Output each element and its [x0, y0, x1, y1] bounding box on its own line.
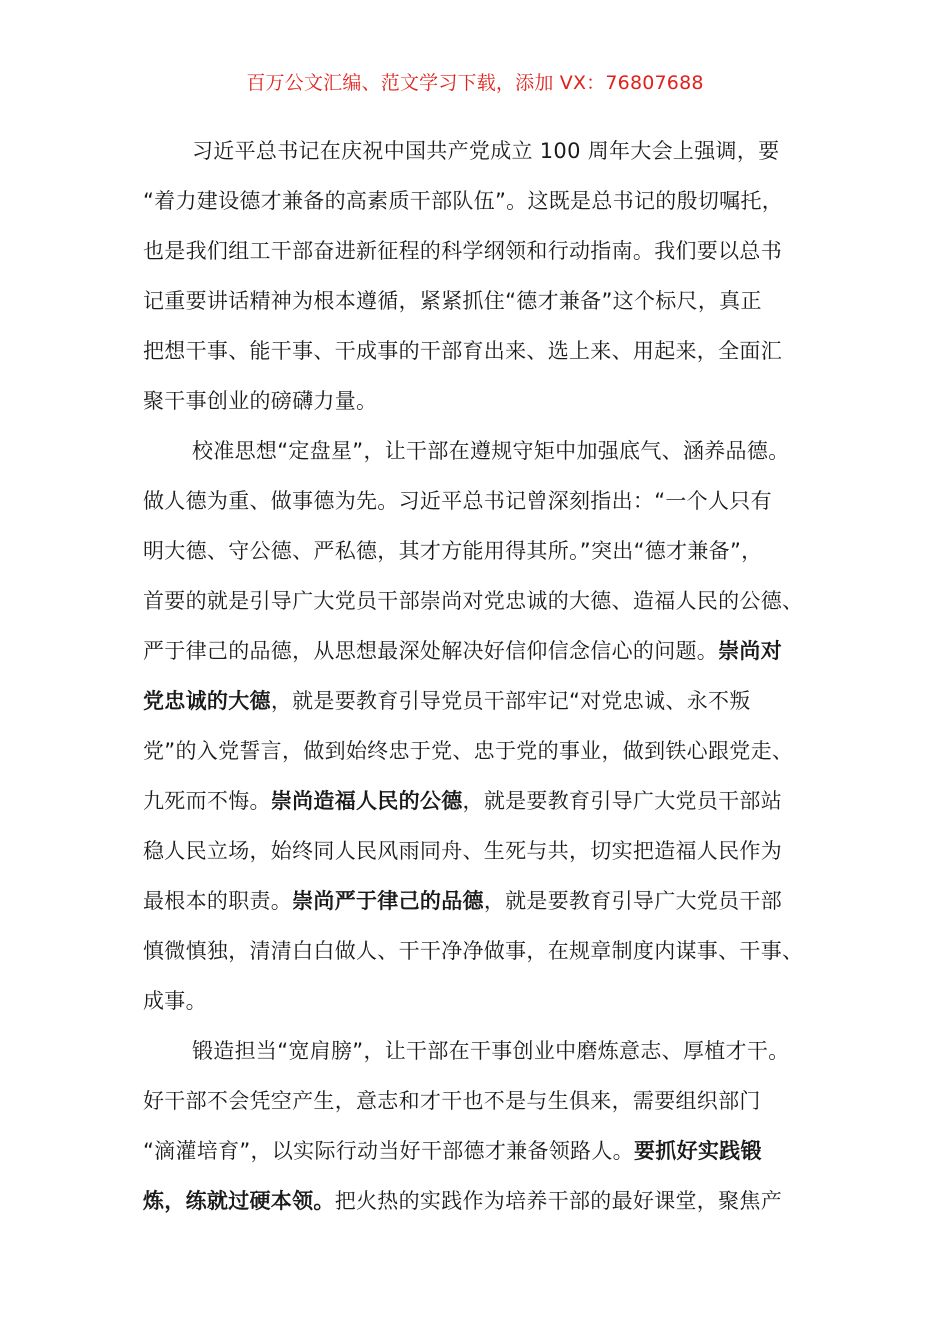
paragraph-2-line — [143, 883, 811, 933]
bold-text-run: 要抓好实践锻 — [633, 1139, 762, 1163]
text-run: ，就是要教育引导广大党员干部 — [483, 889, 783, 913]
paragraph-2-line — [143, 783, 811, 833]
paragraph-3-line: 好干部不会凭空产生，意志和才干也不是与生俱来，需要组织部门 — [143, 1089, 761, 1113]
paragraph-3-line: 锻造担当“宽肩膀”，让干部在干事创业中磨炼意志、厚植才干。 — [192, 1039, 790, 1063]
paragraph-1-line: 把想干事、能干事、干成事的干部育出来、选上来、用起来，全面汇 — [143, 339, 782, 363]
paragraph-1-line: 聚干事创业的磅礴力量。 — [143, 389, 378, 413]
text-run: 九死而不悔。 — [143, 789, 271, 813]
paragraph-2-line: 做人德为重、做事德为先。习近平总书记曾深刻指出：“一个人只有 — [143, 489, 772, 513]
paragraph-2-line: 成事。 — [143, 989, 207, 1013]
bold-text-run: 崇尚对 — [718, 639, 783, 663]
bold-text-run: 崇尚严于律己的品德 — [292, 889, 484, 913]
text-run: 最根本的职责。 — [143, 889, 293, 913]
bold-text-run: 党忠诚的大德 — [143, 689, 271, 713]
paragraph-2-line: 慎微慎独，清清白白做人、干干净净做事，在规章制度内谋事、干事、 — [143, 939, 804, 963]
text-run: 把火热的实践作为培养干部的最好课堂，聚焦产 — [334, 1189, 783, 1213]
document-body — [143, 133, 811, 1233]
paragraph-2-line: 稳人民立场，始终同人民风雨同舟、生死与共，切实把造福人民作为 — [143, 839, 782, 863]
paragraph-2-line: 党”的入党誓言，做到始终忠于党、忠于党的事业，做到铁心跟党走、 — [143, 739, 794, 763]
paragraph-2-line — [143, 683, 811, 733]
paragraph-1-line: 习近平总书记在庆祝中国共产党成立 100 周年大会上强调，要 — [192, 139, 780, 163]
paragraph-2-line: 明大德、守公德、严私德，其才方能用得其所。”突出“德才兼备”， — [143, 539, 763, 563]
text-run: 严于律己的品德，从思想最深处解决好信仰信念信心的问题。 — [143, 639, 719, 663]
paragraph-2-line: 校准思想“定盘星”，让干部在遵规守矩中加强底气、涵养品德。 — [192, 439, 790, 463]
paragraph-1-line: 也是我们组工干部奋进新征程的科学纲领和行动指南。我们要以总书 — [143, 239, 782, 263]
bold-text-run: 崇尚造福人民的公德 — [270, 789, 463, 813]
paragraph-3-line — [143, 1183, 811, 1233]
watermark-header: 百万公文汇编、范文学习下载，添加 VX：76807688 — [246, 72, 704, 94]
paragraph-2-line — [143, 633, 811, 683]
text-run: “滴灌培育”，以实际行动当好干部德才兼备领路人。 — [143, 1139, 634, 1163]
bold-text-run: 炼，练就过硬本领。 — [143, 1189, 335, 1213]
text-run: ，就是要教育引导广大党员干部站 — [462, 789, 783, 813]
paragraph-3-line — [143, 1133, 811, 1183]
paragraph-2-line: 首要的就是引导广大党员干部崇尚对党忠诚的大德、造福人民的公德、 — [143, 589, 804, 613]
paragraph-1-line: “着力建设德才兼备的高素质干部队伍”。这既是总书记的殷切嘱托， — [143, 189, 784, 213]
paragraph-1-line: 记重要讲话精神为根本遵循，紧紧抓住“德才兼备”这个标尺，真正 — [143, 289, 762, 313]
text-run: ，就是要教育引导党员干部牢记“对党忠诚、永不叛 — [270, 689, 751, 713]
